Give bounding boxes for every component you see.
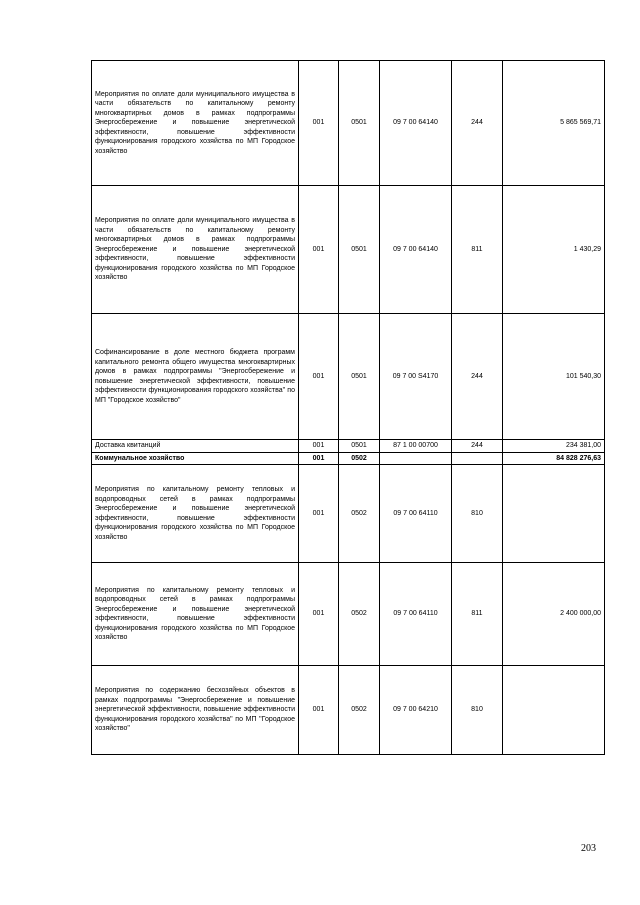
table-row-section-total <box>92 453 605 465</box>
row-name: Мероприятия по содержанию бесхозяйных объектов в рамках подпрограммы "Энергосбережение и повышение энергетической эффективности, повышение эффективности функционирования городского хозяйства" по МП "Городское хозяйство" <box>92 666 299 755</box>
row-type: 810 <box>452 465 503 563</box>
row-target: 09 7 00 64110 <box>380 563 452 666</box>
row-name: Коммунальное хозяйство <box>92 453 299 465</box>
row-amount <box>503 465 605 563</box>
row-target: 09 7 00 64140 <box>380 61 452 186</box>
table-row <box>92 563 605 666</box>
row-section: 0502 <box>339 563 380 666</box>
table-row <box>92 314 605 440</box>
row-name: Доставка квитанций <box>92 440 299 453</box>
table-row <box>92 186 605 314</box>
row-name: Мероприятия по капитальному ремонту тепловых и водопроводных сетей в рамках подпрограммы Энергосбережение и повышение энергетической эффективности, повышение эффективности функционирования городского хозяйства по МП Городское хозяйство <box>92 563 299 666</box>
table-row <box>92 666 605 755</box>
row-target: 09 7 00 64140 <box>380 186 452 314</box>
row-section: 0501 <box>339 314 380 440</box>
row-name: Мероприятия по оплате доли муниципального имущества в части обязательств по капитальному ремонту многоквартирных домов в рамках подпрограммы Энергосбережение и повышение энергетической эффективности, повышение эффективности функционирования городского хозяйства по МП Городское хозяйство <box>92 186 299 314</box>
row-target: 09 7 00 64210 <box>380 666 452 755</box>
row-admin: 001 <box>299 314 339 440</box>
row-type <box>452 453 503 465</box>
page-number: 203 <box>581 843 596 854</box>
row-type: 811 <box>452 186 503 314</box>
row-name: Мероприятия по оплате доли муниципального имущества в части обязательств по капитальному ремонту многоквартирных домов в рамках подпрограммы Энергосбережение и повышение энергетической эффективности, повышение эффективности функционирования городского хозяйства по МП Городское хозяйство <box>92 61 299 186</box>
row-target: 09 7 00 S4170 <box>380 314 452 440</box>
table-row <box>92 61 605 186</box>
row-admin: 001 <box>299 186 339 314</box>
row-section: 0501 <box>339 61 380 186</box>
row-admin: 001 <box>299 465 339 563</box>
row-section: 0502 <box>339 666 380 755</box>
row-section: 0502 <box>339 453 380 465</box>
row-section: 0502 <box>339 465 380 563</box>
row-type: 811 <box>452 563 503 666</box>
row-type: 810 <box>452 666 503 755</box>
row-amount: 234 381,00 <box>503 440 605 453</box>
row-amount: 2 400 000,00 <box>503 563 605 666</box>
table-row <box>92 440 605 453</box>
budget-table <box>91 60 605 755</box>
row-target: 09 7 00 64110 <box>380 465 452 563</box>
row-amount <box>503 666 605 755</box>
row-target <box>380 453 452 465</box>
row-type: 244 <box>452 440 503 453</box>
row-section: 0501 <box>339 440 380 453</box>
row-section: 0501 <box>339 186 380 314</box>
row-name: Мероприятия по капитальному ремонту тепловых и водопроводных сетей в рамках подпрограммы Энергосбережение и повышение энергетической эффективности, повышение эффективности функционирования городского хозяйства по МП Городское хозяйство <box>92 465 299 563</box>
row-amount: 101 540,30 <box>503 314 605 440</box>
row-admin: 001 <box>299 666 339 755</box>
row-target: 87 1 00 00700 <box>380 440 452 453</box>
row-admin: 001 <box>299 453 339 465</box>
row-amount: 84 828 276,63 <box>503 453 605 465</box>
row-admin: 001 <box>299 440 339 453</box>
row-name: Софинансирование в доле местного бюджета программ капитального ремонта общего имущества многоквартирных домов в рамках подпрограммы "Энергосбережение и повышение энергетической эффективности, повышение эффективности функционирования городского хозяйства" по МП "Городское хозяйство" <box>92 314 299 440</box>
row-amount: 1 430,29 <box>503 186 605 314</box>
row-type: 244 <box>452 314 503 440</box>
row-admin: 001 <box>299 61 339 186</box>
row-amount: 5 865 569,71 <box>503 61 605 186</box>
table-row <box>92 465 605 563</box>
row-admin: 001 <box>299 563 339 666</box>
row-type: 244 <box>452 61 503 186</box>
